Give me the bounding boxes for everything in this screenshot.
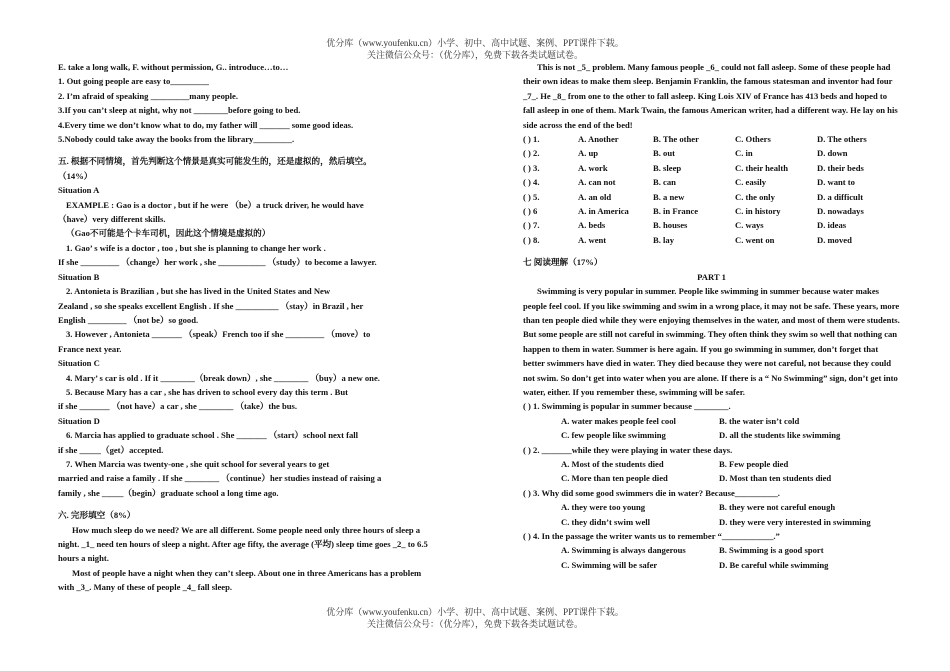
choice-option: A. went: [578, 234, 607, 245]
choice-option: B. sleep: [653, 162, 682, 173]
answer-row: [523, 471, 900, 485]
sentence-3b: France next year.: [58, 343, 122, 354]
choice-option: A. beds: [578, 220, 606, 231]
answer-row: [523, 500, 900, 514]
choice-option: B. lay: [653, 234, 675, 245]
choice-number: ( ) 1.: [523, 134, 540, 145]
reading-question-3: ( ) 3. Why did some good swimmers die in water? Because__________.: [523, 487, 780, 498]
choice-option: A. up: [578, 148, 599, 159]
section-7-title: 七 阅读理解（17%）: [523, 257, 603, 268]
situation-a: Situation A: [58, 185, 100, 196]
choice-option: A. work: [578, 162, 608, 173]
choice-row: [523, 175, 900, 189]
choice-option: B. out: [653, 148, 675, 159]
sentence-7b: married and raise a family . If she ________ （continue）her studies instead of raising a: [58, 473, 382, 484]
answer-option: C. few people like swimming: [561, 430, 666, 441]
choice-number: ( ) 4.: [523, 177, 540, 188]
footer-line-2: 关注微信公众号：（优分库），免费下载各类试题试卷。: [366, 619, 583, 629]
choice-number: ( ) 2.: [523, 148, 540, 159]
page-header: [0, 37, 950, 61]
choice-option: C. their health: [735, 162, 789, 173]
choice-number: ( ) 6: [523, 206, 538, 217]
answer-option: A. water makes people feel cool: [561, 415, 676, 426]
sentence-5b: if she _______ （not have）a car , she ________ （take）the bus.: [58, 401, 298, 412]
answer-option: B. the water isn’t cold: [719, 415, 800, 426]
sentence-2c: English _________ （not be）so good.: [58, 314, 199, 325]
part-1-title: PART 1: [697, 271, 726, 282]
choice-row: [523, 218, 900, 232]
options-line: E. take a long walk, F. without permission, G.. introduce…to…: [58, 62, 289, 72]
section-5-title: 五. 根据不同情境，首先判断这个情景是真实可能发生的，还是虚拟的，然后填空。: [58, 156, 372, 167]
example-note: （Gao不可能是个卡车司机，因此这个情境是虚拟的）: [66, 228, 271, 239]
choice-row: [523, 233, 900, 247]
answer-option: B. Few people died: [719, 458, 789, 469]
sentence-2b: Zealand , so she speaks excellent English . If she __________ （stay）in Brazil , her: [58, 300, 364, 311]
section-6-title: 六. 完形填空（8%）: [58, 510, 136, 521]
situation-d: Situation D: [58, 415, 100, 426]
cloze-paragraph-3: This is not _5_ problem. Many famous people _6_ could not fall asleep. Some of these people had their own ideas to make them sleep. Benjamin Franklin, the famous statesman and inventor had four _7_. He _8_ from one to the other to fall asleep. King Lois XIV of France has 413 beds and hoped to fall asleep in one of them. Mark Twain, the famous American writer, had a different way. He lay on his side across the end of the bed!: [523, 62, 898, 130]
section-5-score: （14%）: [58, 170, 93, 181]
choice-row: [523, 204, 900, 218]
answer-row: [523, 457, 900, 471]
question-5: 5.Nobody could take away the books from the library_________.: [58, 134, 295, 145]
question-2: 2. I’m afraid of speaking _________many people.: [58, 90, 238, 101]
answer-option: D. Be careful while swimming: [719, 559, 829, 570]
choice-option: D. a difficult: [817, 191, 864, 202]
choice-option: D. nowadays: [817, 206, 864, 217]
choice-row: [523, 146, 900, 160]
choice-row: [523, 190, 900, 204]
answer-option: C. they didn’t swim well: [561, 516, 651, 527]
left-column: [58, 60, 436, 595]
answer-row: [523, 515, 900, 529]
answer-row: [523, 543, 900, 557]
choice-option: C. ways: [735, 220, 764, 231]
sentence-7c: family , she _____（begin）graduate school a long time ago.: [58, 487, 279, 498]
choice-option: B. can: [653, 177, 676, 188]
sentence-7a: 7. When Marcia was twenty-one , she quit school for several years to get: [66, 458, 330, 469]
choice-option: D. ideas: [817, 220, 847, 231]
sentence-5a: 5. Because Mary has a car , she has driven to school every day this term . But: [66, 386, 348, 397]
answer-option: A. Swimming is always dangerous: [561, 545, 686, 556]
answer-option: C. Swimming will be safer: [561, 559, 658, 570]
right-column: [523, 60, 900, 572]
cloze-choices: [523, 132, 900, 247]
footer-line-1: 优分库（www.youfenku.cn）小学、初中、高中试题、案例、PPT课件下载。: [326, 607, 624, 617]
choice-option: D. their beds: [817, 162, 864, 173]
answer-option: D. Most than ten students died: [719, 473, 832, 484]
sentence-2a: 2. Antonieta is Brazilian , but she has lived in the United States and New: [66, 286, 331, 297]
sentence-6a: 6. Marcia has applied to graduate school . She _______ （start）school next fall: [66, 430, 359, 441]
choice-number: ( ) 8.: [523, 234, 540, 245]
choice-option: D. moved: [817, 234, 852, 245]
choice-option: D. down: [817, 148, 848, 159]
choice-option: B. a new: [653, 191, 685, 202]
choice-option: A. can not: [578, 177, 616, 188]
sentence-6b: if she _____（get）accepted.: [58, 444, 164, 455]
situation-b: Situation B: [58, 271, 100, 282]
choice-number: ( ) 7.: [523, 220, 540, 231]
example-line-1: EXAMPLE : Gao is a doctor , but if he were （be）a truck driver, he would have: [66, 199, 364, 210]
choice-option: C. Others: [735, 134, 771, 145]
sentence-1a: 1. Gao’ s wife is a doctor , too , but she is planning to change her work .: [66, 242, 326, 253]
choice-option: B. The other: [653, 134, 699, 145]
question-3: 3.If you can’t sleep at night, why not ________before going to bed.: [58, 105, 301, 116]
answer-row: [523, 414, 900, 428]
cloze-paragraph-1: How much sleep do we need? We are all different. Some people need only three hours of sleep a night. _1_ need ten hours of sleep a night. After age fifty, the average (平均) sleep time goes _2_ to 6.5 hours a night.: [58, 524, 428, 564]
sentence-1b: If she _________ （change）her work , she ___________ （study）to become a lawyer.: [58, 257, 377, 268]
answer-option: D. all the students like swimming: [719, 430, 841, 441]
answer-row: [523, 428, 900, 442]
reading-passage: Swimming is very popular in summer. People like swimming in summer because water makes people feel cool. If you like swimming and swim in a wrong place, it may not be safe. These years, more than ten people died while they were enjoying themselves in the water, and most of them were students. But some people are still not careful in swimming. They often think they swim so well that nothing can happen to them in water. Summer is here again. If you go swimming in summer, don’t forget that better swimmers have died in water. They died because they were not careful, not because they could not swim. So don’t get into water when you are alone. If there is a “ No Swimming” sign, don’t get into water, either. If you remember these, swimming will be safer.: [523, 286, 900, 397]
answer-option: D. they were very interested in swimming: [719, 516, 871, 527]
choice-option: A. Another: [578, 134, 619, 145]
choice-option: C. the only: [735, 191, 775, 202]
answer-option: B. Swimming is a good sport: [719, 545, 824, 556]
answer-option: A. Most of the students died: [561, 458, 664, 469]
reading-question-2: ( ) 2. _______while they were playing in water these days.: [523, 444, 733, 455]
choice-number: ( ) 5.: [523, 191, 540, 202]
header-line-1: 优分库（www.youfenku.cn）小学、初中、高中试题、案例、PPT课件下载。: [326, 38, 624, 48]
choice-row: [523, 161, 900, 175]
answer-option: B. they were not careful enough: [719, 502, 836, 513]
choice-option: C. in: [735, 148, 753, 159]
reading-question-1: ( ) 1. Swimming is popular in summer because ________.: [523, 401, 731, 412]
question-4: 4.Every time we don’t know what to do, my father will _______ some good ideas.: [58, 119, 354, 130]
choice-option: B. in France: [653, 206, 699, 217]
page-footer: [0, 606, 950, 630]
situation-c: Situation C: [58, 358, 100, 369]
cloze-paragraph-2: Most of people have a night when they can’t sleep. About one in three Americans has a problem with _3_. Many of these of people _4_ fall sleep.: [58, 567, 422, 593]
choice-row: [523, 132, 900, 146]
reading-question-4: ( ) 4. In the passage the writer wants us to remember “____________.”: [523, 531, 780, 541]
answer-option: C. More than ten people died: [561, 473, 668, 484]
choice-option: D. The others: [817, 134, 867, 145]
sentence-4: 4. Mary’ s car is old . If it ________（break down）, she ________ （buy）a new one.: [66, 372, 380, 383]
choice-option: C. went on: [735, 234, 775, 245]
choice-option: C. in history: [735, 206, 781, 217]
choice-option: C. easily: [735, 177, 767, 188]
choice-option: A. an old: [578, 191, 612, 202]
choice-option: A. in America: [578, 206, 629, 217]
sentence-3a: 3. However , Antonieta _______ （speak）French too if she _________ （move）to: [66, 329, 371, 340]
choice-number: ( ) 3.: [523, 162, 540, 173]
answer-option: A. they were too young: [561, 502, 646, 513]
choice-option: B. houses: [653, 220, 688, 231]
answer-row: [523, 558, 900, 572]
choice-option: D. want to: [817, 177, 855, 188]
header-line-2: 关注微信公众号：（优分库），免费下载各类试题试卷。: [366, 50, 583, 60]
question-1: 1. Out going people are easy to_________: [58, 76, 209, 87]
example-line-2: （have）very different skills.: [58, 214, 166, 225]
